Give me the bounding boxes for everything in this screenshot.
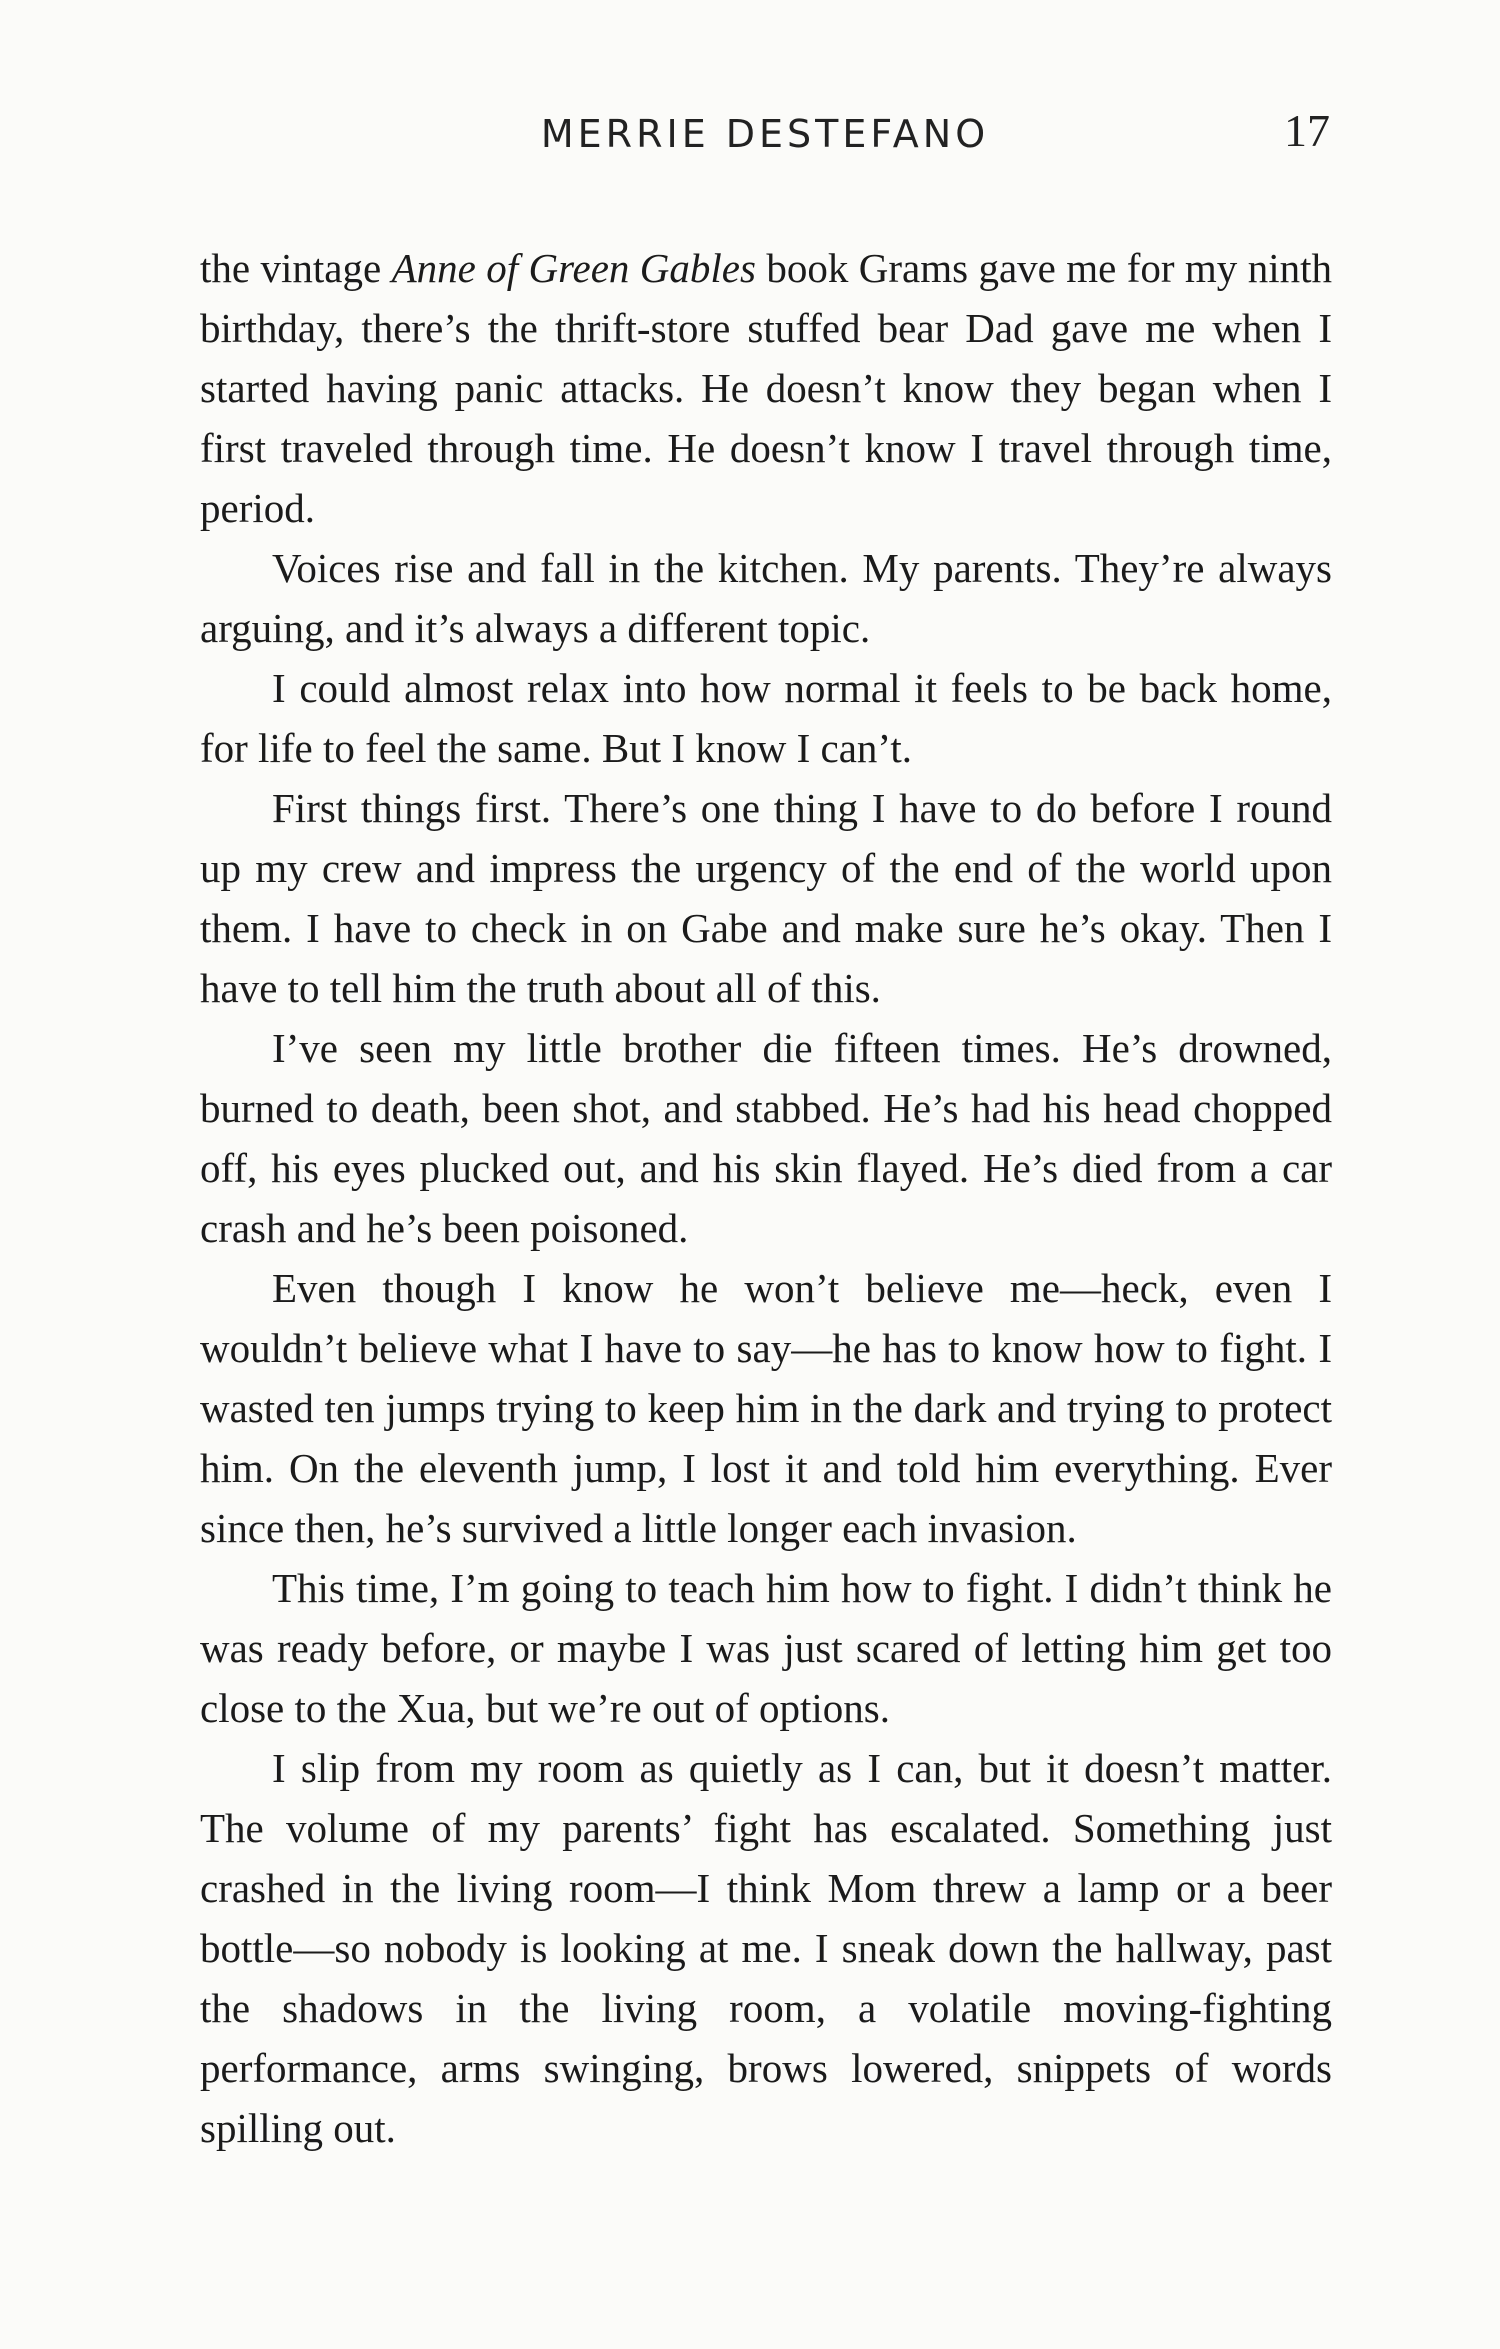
paragraph-1-rest: book Grams gave me for my ninth birthday, there’s the thrift-store stuffed bear Dad gave me when I started having panic attacks. He doesn’t know they began when I first traveled through time. He doesn’t know I travel through time, period.: [200, 245, 1332, 531]
body-text: [200, 238, 1332, 2158]
paragraph-4: First things first. There’s one thing I have to do before I round up my crew and impress the urgency of the end of the world upon them. I have to check in on Gabe and make sure he’s okay. Then I have to tell him the truth about all of this.: [200, 785, 1332, 1011]
page-number: 17: [1284, 105, 1330, 156]
paragraph-1: [200, 238, 1332, 538]
paragraph-7: This time, I’m going to teach him how to fight. I didn’t think he was ready before, or maybe I was just scared of letting him get too close to the Xua, but we’re out of options.: [200, 1565, 1332, 1731]
paragraph-6: Even though I know he won’t believe me—heck, even I wouldn’t believe what I have to say—he has to know how to fight. I wasted ten jumps trying to keep him in the dark and trying to protect him. On the eleventh jump, I lost it and told him everything. Ever since then, he’s survived a little longer each invasion.: [200, 1265, 1332, 1551]
running-header: [200, 104, 1330, 164]
paragraph-8: I slip from my room as quietly as I can, but it doesn’t matter. The volume of my parents’ fight has escalated. Something just crashed in the living room—I think Mom threw a lamp or a beer bottle—so nobody is looking at me. I sneak down the hallway, past the shadows in the living room, a volatile moving-fighting performance, arms swinging, brows lowered, snippets of words spilling out.: [200, 1745, 1332, 2151]
paragraph-3: I could almost relax into how normal it feels to be back home, for life to feel the same. But I know I can’t.: [200, 665, 1332, 771]
paragraph-1-lead: the vintage: [200, 245, 392, 291]
paragraph-2: Voices rise and fall in the kitchen. My parents. They’re always arguing, and it’s always a different topic.: [200, 545, 1332, 651]
author-name: MERRIE DESTEFANO: [540, 112, 990, 156]
book-title: Anne of Green Gables: [391, 245, 756, 291]
paragraph-5: I’ve seen my little brother die fifteen times. He’s drowned, burned to death, been shot, and stabbed. He’s had his head chopped off, his eyes plucked out, and his skin flayed. He’s died from a car crash and he’s been poisoned.: [200, 1025, 1332, 1251]
